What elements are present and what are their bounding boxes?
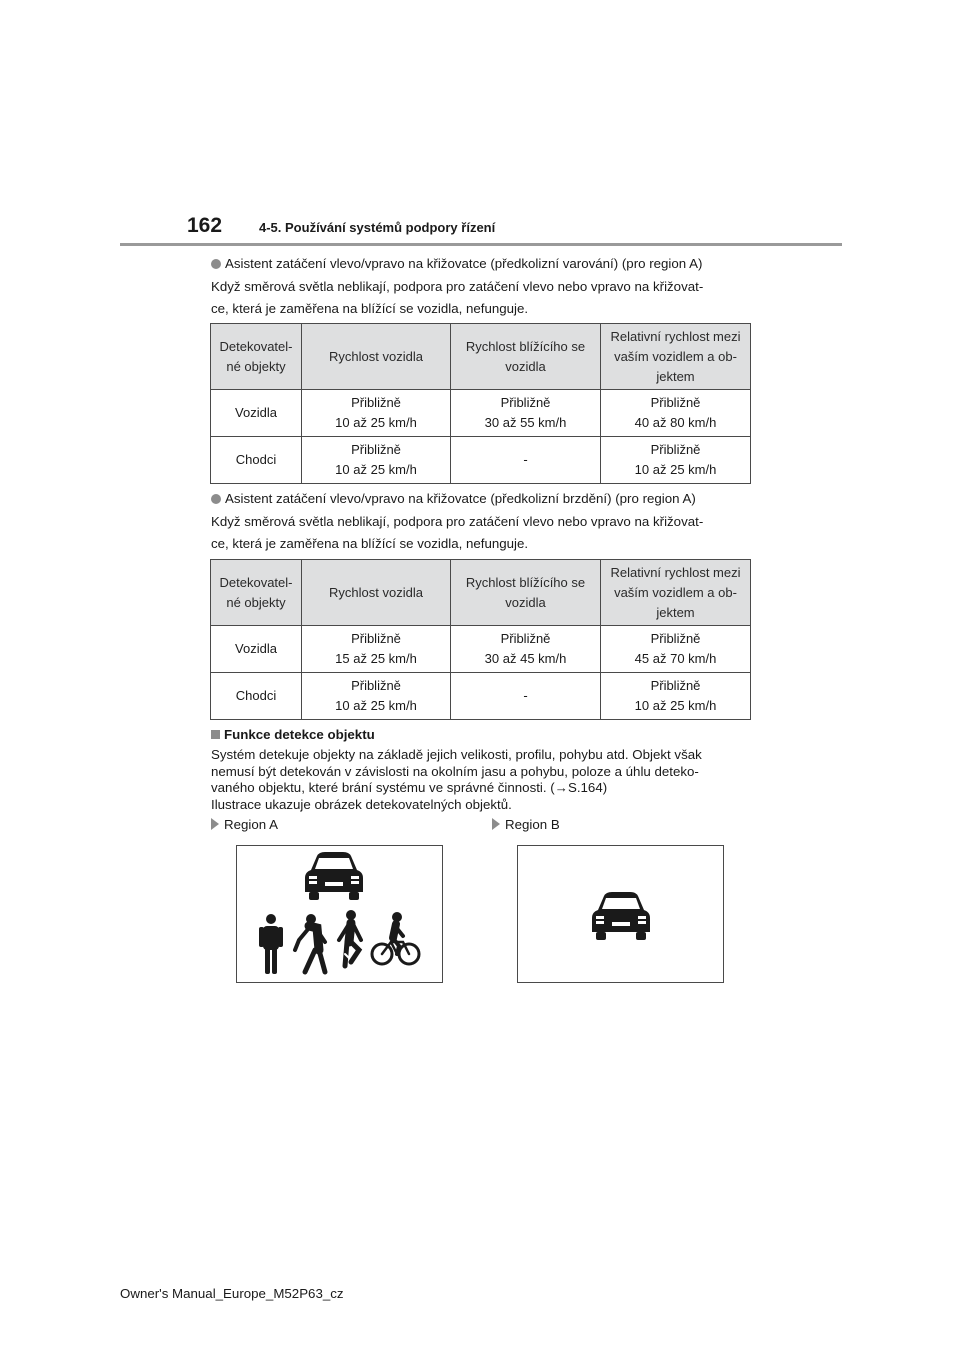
cell-vehicle-speed: Přibližně 10 až 25 km/h	[302, 673, 451, 720]
bullet-item-warning	[211, 256, 702, 271]
paragraph-line	[211, 780, 756, 797]
cell-approach-speed: Přibližně 30 až 55 km/h	[451, 390, 601, 437]
triangle-bullet-icon	[211, 818, 219, 830]
header-cell-vehicle-speed: Rychlost vozidla	[302, 560, 451, 626]
illustration-region-a	[236, 845, 443, 983]
table-row	[211, 626, 751, 673]
paragraph-warning	[211, 276, 756, 320]
bullet-icon	[211, 259, 221, 269]
cyclist-icon	[372, 912, 419, 964]
paragraph-line: Když směrová světla neblikají, podpora pro zatáčení vlevo nebo vpravo na křižovat-	[211, 279, 704, 294]
header-cell-objects: Detekovatel- né objekty	[211, 324, 302, 390]
paragraph-line: Když směrová světla neblikají, podpora pro zatáčení vlevo nebo vpravo na křižovat-	[211, 514, 704, 529]
footer-text: Owner's Manual_Europe_M52P63_cz	[120, 1286, 344, 1301]
illustration-region-b	[517, 845, 724, 983]
table-header-row	[211, 560, 751, 626]
cell-object: Vozidla	[211, 390, 302, 437]
paragraph-line: nemusí být detekován v závislosti na okolním jasu a pohybu, poloze a úhlu deteko-	[211, 763, 699, 779]
cell-object: Chodci	[211, 437, 302, 484]
header-cell-approach-speed: Rychlost blížícího se vozidla	[451, 324, 601, 390]
pedestrian-walking-icon	[295, 914, 325, 972]
paragraph-line: ce, která je zaměřena na blížící se vozidla, nefunguje.	[211, 536, 529, 551]
cell-vehicle-speed: Přibližně 10 až 25 km/h	[302, 437, 451, 484]
paragraph-line: Ilustrace ukazuje obrázek detekovatelných objektů.	[211, 796, 512, 812]
square-bullet-icon	[211, 730, 220, 739]
cell-relative-speed: Přibližně 10 až 25 km/h	[601, 673, 751, 720]
paragraph-object-detection	[211, 747, 756, 813]
region-a-label	[211, 817, 278, 832]
table-row	[211, 390, 751, 437]
region-a-text: Region A	[224, 817, 278, 832]
cell-vehicle-speed: Přibližně 15 až 25 km/h	[302, 626, 451, 673]
paragraph-braking	[211, 511, 756, 555]
table-row	[211, 673, 751, 720]
cell-relative-speed: Přibližně 45 až 70 km/h	[601, 626, 751, 673]
cell-approach-speed: -	[451, 673, 601, 720]
speed-table-warning	[210, 323, 751, 484]
paragraph-line: Systém detekuje objekty na základě jejich velikosti, profilu, pohybu atd. Objekt však	[211, 747, 702, 762]
page-reference-link[interactable]: vaného objektu, které brání systému ve správné činnosti. (→S.164)	[211, 780, 608, 795]
header-cell-vehicle-speed: Rychlost vozidla	[302, 324, 451, 390]
page-number: 162	[187, 214, 223, 237]
cell-object: Chodci	[211, 673, 302, 720]
triangle-bullet-icon	[492, 818, 500, 830]
header-cell-objects: Detekovatel- né objekty	[211, 560, 302, 626]
region-b-label	[492, 817, 560, 832]
bullet-icon	[211, 494, 221, 504]
header-cell-relative-speed: Relativní rychlost mezi vaším vozidlem a ob- jektem	[601, 324, 751, 390]
speed-table-braking	[210, 559, 751, 720]
table-header-row	[211, 324, 751, 390]
cell-relative-speed: Přibližně 40 až 80 km/h	[601, 390, 751, 437]
header-rule	[120, 243, 842, 246]
paragraph-line: ce, která je zaměřena na blížící se vozidla, nefunguje.	[211, 301, 529, 316]
subheading-object-detection	[211, 727, 375, 742]
region-b-objects	[518, 846, 723, 982]
header-cell-approach-speed: Rychlost blížícího se vozidla	[451, 560, 601, 626]
bullet-item-braking	[211, 491, 696, 506]
cell-object: Vozidla	[211, 626, 302, 673]
bullet-text: Asistent zatáčení vlevo/vpravo na křižovatce (předkolizní brzdění) (pro region A)	[225, 491, 696, 506]
bullet-text: Asistent zatáčení vlevo/vpravo na křižovatce (předkolizní varování) (pro region A)	[225, 256, 703, 271]
section-title: 4-5. Používání systémů podpory řízení	[259, 220, 496, 235]
pedestrian-standing-icon	[259, 914, 283, 974]
pedestrian-running-icon	[339, 910, 361, 966]
table-row	[211, 437, 751, 484]
cell-relative-speed: Přibližně 10 až 25 km/h	[601, 437, 751, 484]
cell-approach-speed: -	[451, 437, 601, 484]
cell-approach-speed: Přibližně 30 až 45 km/h	[451, 626, 601, 673]
region-a-objects	[237, 846, 442, 982]
header-cell-relative-speed: Relativní rychlost mezi vaším vozidlem a ob- jektem	[601, 560, 751, 626]
cell-vehicle-speed: Přibližně 10 až 25 km/h	[302, 390, 451, 437]
region-b-text: Region B	[505, 817, 560, 832]
car-icon	[305, 852, 363, 900]
subheading-text: Funkce detekce objektu	[224, 727, 375, 742]
car-icon	[592, 892, 650, 940]
